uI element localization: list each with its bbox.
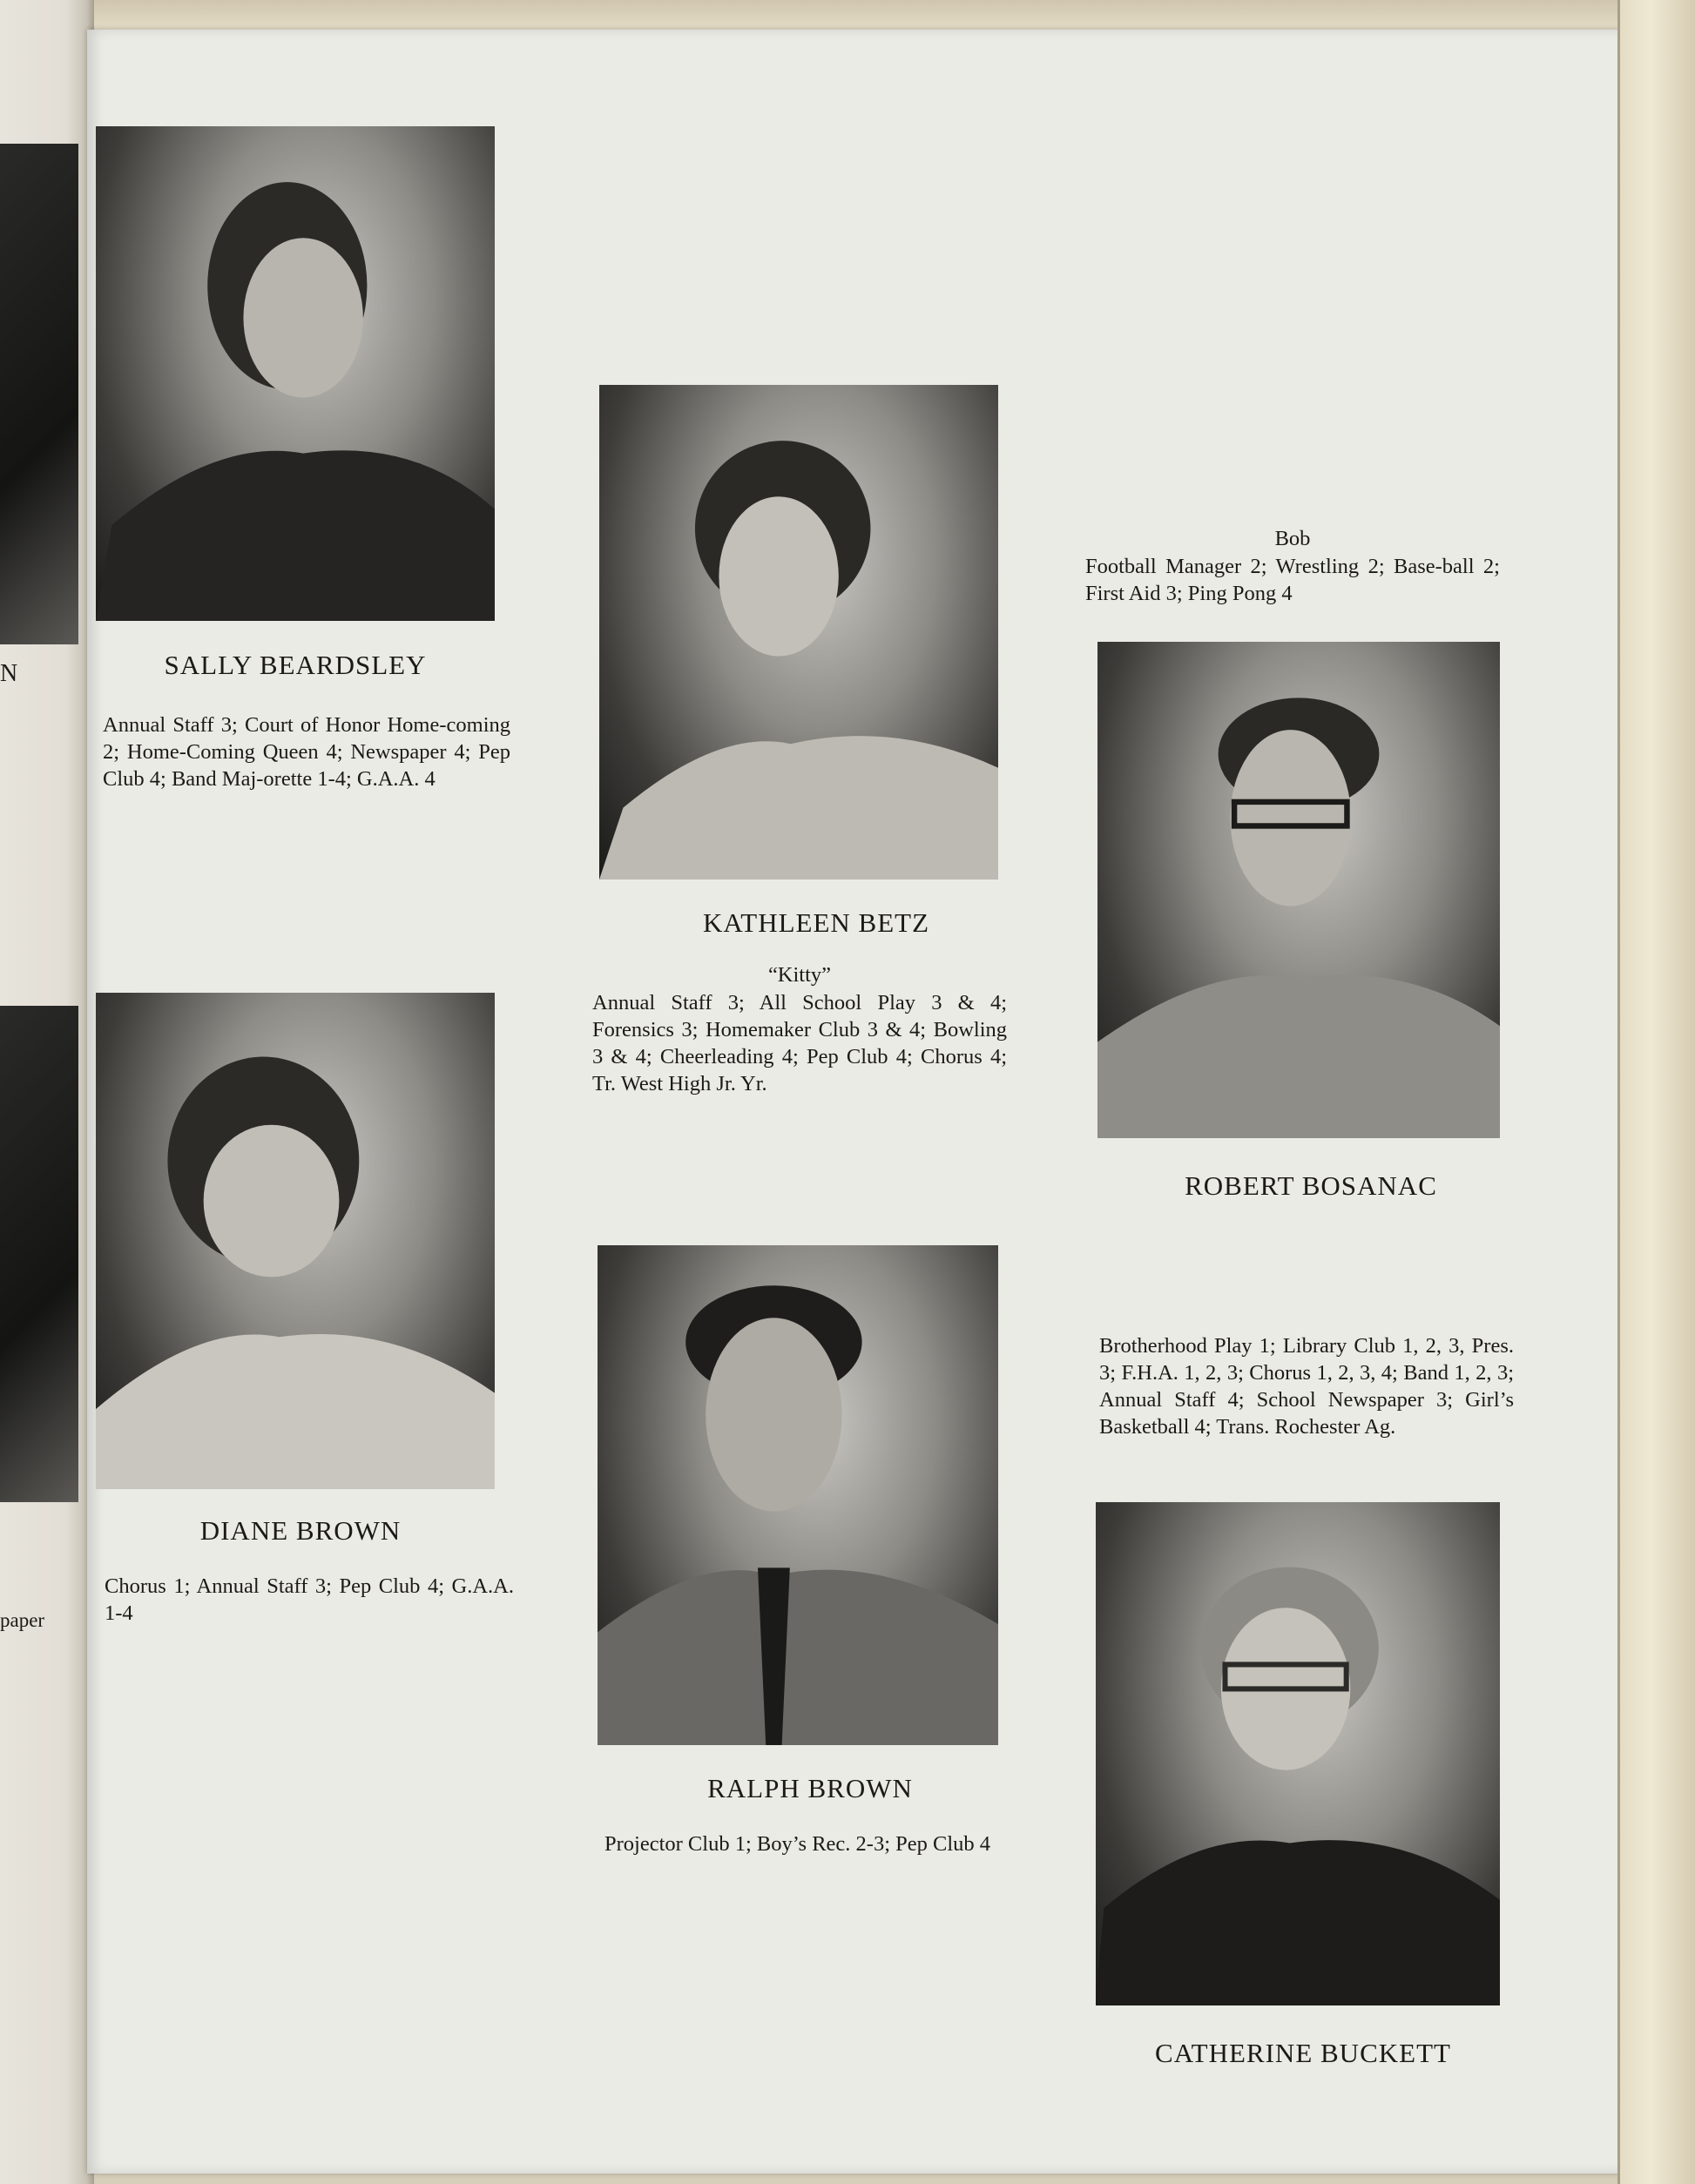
student-name: DIANE BROWN (199, 1515, 402, 1546)
left-page-edge (0, 0, 94, 2184)
book-cover-edge (1617, 0, 1695, 2184)
book-top-edge (87, 0, 1620, 30)
student-name: SALLY BEARDSLEY (164, 650, 427, 680)
left-page-fragment: N (0, 660, 18, 687)
student-activities: Football Manager 2; Wrestling 2; Base-ball 2; First Aid 3; Ping Pong 4 (1085, 555, 1500, 605)
left-page-photo (0, 144, 78, 644)
student-nickname: “Kitty” (767, 963, 832, 987)
student-name: CATHERINE BUCKETT (1155, 2038, 1451, 2068)
portrait-photo (96, 126, 495, 621)
student-activities: Annual Staff 3; All School Play 3 & 4; Forensics 3; Homemaker Club 3 & 4; Bowling 3 & 4; Cheerleading 4; Pep Club 4; Chorus 4; Tr. West High Jr. Yr. (592, 991, 1007, 1095)
student-name: RALPH BROWN (707, 1773, 913, 1803)
student-name: ROBERT BOSANAC (1185, 1170, 1437, 1201)
student-activities: Annual Staff 3; Court of Honor Home-coming 2; Home-Coming Queen 4; Newspaper 4; Pep Club 4; Band Maj-orette 1-4; G.A.A. 4 (103, 713, 510, 791)
portrait-photo (1097, 642, 1500, 1138)
student-activities: Chorus 1; Annual Staff 3; Pep Club 4; G.A.A. 1-4 (105, 1574, 514, 1625)
student-nickname: Bob (1274, 527, 1311, 550)
portrait-photo (1096, 1502, 1500, 2005)
student-activities: Brotherhood Play 1; Library Club 1, 2, 3, Pres. 3; F.H.A. 1, 2, 3; Chorus 1, 2, 3, 4; Band 1, 2, 3; Annual Staff 4; School Newspaper 3; Girl’s Basketball 4; Trans. Rochester Ag. (1099, 1334, 1514, 1439)
left-page-fragment: paper (0, 1609, 45, 1631)
student-activities: Projector Club 1; Boy’s Rec. 2-3; Pep Club 4 (604, 1832, 991, 1856)
left-page-photo (0, 1006, 78, 1502)
portrait-photo (96, 993, 495, 1489)
portrait-photo (598, 1245, 998, 1745)
student-name: KATHLEEN BETZ (702, 907, 930, 938)
portrait-photo (599, 385, 998, 880)
